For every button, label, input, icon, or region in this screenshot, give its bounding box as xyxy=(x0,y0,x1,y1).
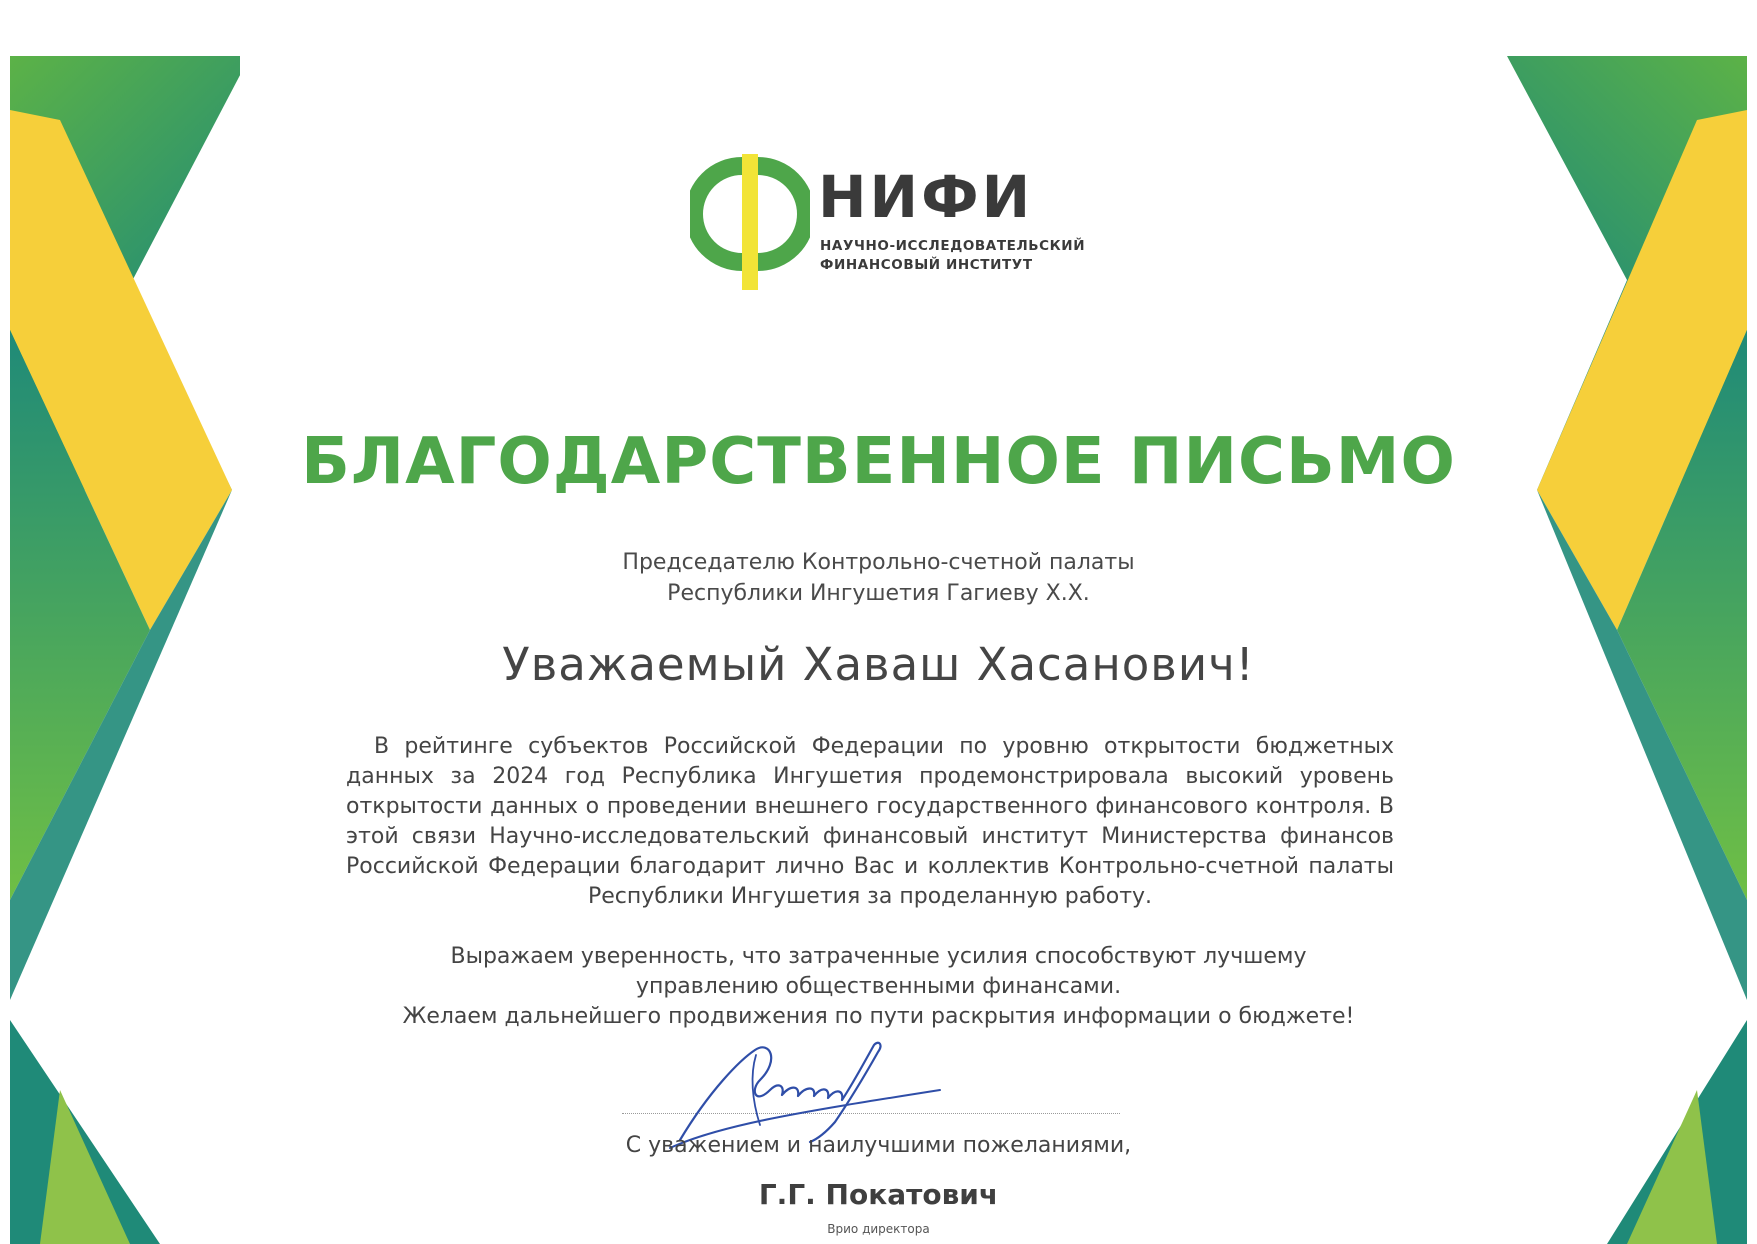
logo-name: НИФИ xyxy=(818,163,1034,231)
addressee-line2: Республики Ингушетия Гагиеву Х.Х. xyxy=(667,581,1090,606)
left-decorative-border xyxy=(0,0,240,1244)
letter-body: В рейтинге субъектов Российской Федерации по уровню открытости бюджетных данных за 2024 год Республика Ингушетия продемонстрировала высокий уровень открытости данных о проведении внешнего государственного финансового контроля. В этой связи Научно-исследовательский финансовый институт Министерства финансов Российской Федерации благодарит лично Вас и коллектив Контрольно-счетной палаты Республики Ингушетия за проделанную работу. xyxy=(346,734,1394,909)
wishes xyxy=(0,942,1757,1032)
letter-title: БЛАГОДАРСТВЕННОЕ ПИСЬМО xyxy=(301,425,1456,499)
logo-subtitle-line1: НАУЧНО-ИССЛЕДОВАТЕЛЬСКИЙ xyxy=(820,238,1086,254)
addressee-line1: Председателю Контрольно-счетной палаты xyxy=(622,550,1135,575)
wishes-line2: управлению общественными финансами. xyxy=(635,974,1122,999)
addressee xyxy=(0,547,1757,609)
signer-title: Врио директора xyxy=(827,1222,930,1236)
logo-subtitle-line2: ФИНАНСОВЫЙ ИНСТИТУТ xyxy=(820,257,1033,273)
salutation: Уважаемый Хаваш Хасанович! xyxy=(502,638,1255,691)
wishes-line1: Выражаем уверенность, что затраченные усилия способствуют лучшему xyxy=(450,944,1307,969)
closing: С уважением и наилучшими пожеланиями, xyxy=(625,1133,1132,1158)
wishes-line3: Желаем дальнейшего продвижения по пути раскрытия информации о бюджете! xyxy=(402,1004,1355,1029)
nifi-logo xyxy=(690,150,1086,300)
nifi-logo-icon xyxy=(690,150,810,300)
right-decorative-border xyxy=(1507,0,1757,1244)
signer-name: Г.Г. Покатович xyxy=(758,1178,999,1211)
